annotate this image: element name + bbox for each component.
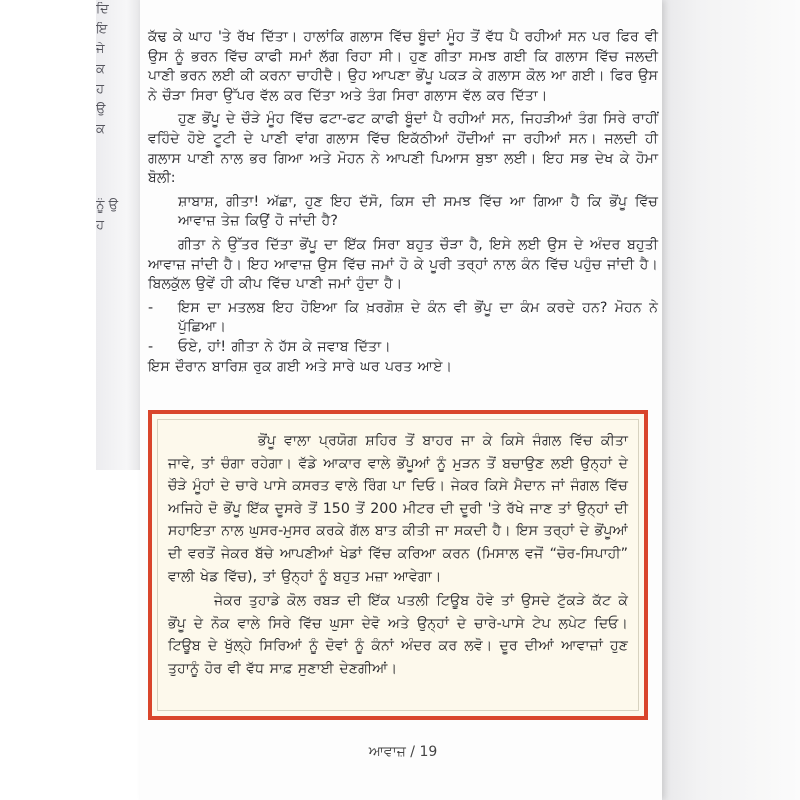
paragraph: ਹੁਣ ਭੋਂਪੂ ਦੇ ਚੌੜੇ ਮੂੰਹ ਵਿੱਚ ਫਟਾ-ਫਟ ਕਾਫੀ ਬੂੰਦਾਂ ਪੈ ਰਹੀਆਂ ਸਨ, ਜਿਹੜੀਆਂ ਤੰਗ ਸਿਰੇ ਰਾਹੀਂ ਵਹਿੰਦੇ ਹੋਏ ਟੂਟੀ ਦੇ ਪਾਣੀ ਵਾਂਗ ਗਲਾਸ ਵਿੱਚ ਇਕੱਠੀਆਂ ਹੋਂਦੀਆਂ ਜਾ ਰਹੀਆਂ ਸਨ। ਜਲਦੀ ਹੀ ਗਲਾਸ ਪਾਣੀ ਨਾਲ ਭਰ ਗਿਆ ਅਤੇ ਮੋਹਨ ਨੇ ਆਪਣੀ ਪਿਆਸ ਬੁਝਾ ਲਈ। ਇਹ ਸਭ ਦੇਖ ਕੇ ਹੋਮਾ ਬੋਲੀ: [148, 111, 658, 187]
bleed-text: ਹ [96, 82, 104, 97]
background-right [660, 0, 800, 800]
paragraph: ਗੀਤਾ ਨੇ ਉੱਤਰ ਦਿੱਤਾ ਭੋਂਪੂ ਦਾ ਇੱਕ ਸਿਰਾ ਬਹੁਤ ਚੌੜਾ ਹੈ, ਇਸੇ ਲਈ ਉਸ ਦੇ ਅੰਦਰ ਬਹੁਤੀ ਆਵਾਜ਼ ਜਾਂਦੀ ਹੈ। ਇਹ ਆਵਾਜ਼ ਉਸ ਵਿੱਚ ਜਮਾਂ ਹੋ ਕੇ ਪੂਰੀ ਤਰ੍ਹਾਂ ਨਾਲ ਕੰਨ ਵਿੱਚ ਪਹੁੰਚ ਜਾਂਦੀ ਹੈ। ਬਿਲਕੁੱਲ ਉਵੇਂ ਹੀ ਕੀਪ ਵਿੱਚ ਪਾਣੀ ਜਮਾਂ ਹੁੰਦਾ ਹੈ। [148, 236, 658, 293]
info-box-content [157, 419, 639, 711]
dialogue-line: ਸ਼ਾਬਾਸ਼, ਗੀਤਾ! ਅੱਛਾ, ਹੁਣ ਇਹ ਦੱਸੋ, ਕਿਸ ਦੀ ਸਮਝ ਵਿੱਚ ਆ ਗਿਆ ਹੈ ਕਿ ਭੋਂਪੂ ਵਿੱਚ ਆਵਾਜ਼ ਤੇਜ਼ ਕਿਉਂ ਹੋ ਜਾਂਦੀ ਹੈ? [178, 193, 658, 230]
bleed-text: ਇ [96, 22, 108, 37]
bleed-text: ਦਿ [96, 2, 109, 17]
footer-separator: / [410, 744, 416, 760]
page-footer [148, 744, 658, 760]
paragraph: ਇਸ ਦੌਰਾਨ ਬਾਰਿਸ਼ ਰੁਕ ਗਈ ਅਤੇ ਸਾਰੇ ਘਰ ਪਰਤ ਆਏ। [148, 358, 453, 375]
page-number: 19 [419, 744, 438, 760]
body-text [148, 28, 658, 381]
dialogue-line [148, 338, 658, 358]
footer-section-title: ਆਵਾਜ਼ [368, 744, 406, 760]
bleed-text: ਕ [96, 122, 105, 137]
dialogue-text: ਇਸ ਦਾ ਮਤਲਬ ਇਹ ਹੋਇਆ ਕਿ ਖ਼ਰਗੋਸ਼ ਦੇ ਕੰਨ ਵੀ ਭੋਂਪੂ ਦਾ ਕੰਮ ਕਰਦੇ ਹਨ? ਮੋਹਨ ਨੇ ਪੁੱਛਿਆ। [178, 299, 658, 336]
dialogue-text: ਓਏ, ਹਾਂ! ਗੀਤਾ ਨੇ ਹੱਸ ਕੇ ਜਵਾਬ ਦਿੱਤਾ। [178, 338, 391, 355]
bleed-text: ਜੇ [96, 42, 105, 57]
previous-page-edge [96, 0, 140, 470]
info-paragraph: ਜੇਕਰ ਤੁਹਾਡੇ ਕੋਲ ਰਬੜ ਦੀ ਇੱਕ ਪਤਲੀ ਟਿਊਬ ਹੋਵੇ ਤਾਂ ਉਸਦੇ ਟੁੱਕੜੇ ਕੱਟ ਕੇ ਭੋਂਪੂ ਦੇ ਨੋਕ ਵਾਲੇ ਸਿਰੇ ਵਿੱਚ ਘੁਸਾ ਦੇਵੋ ਅਤੇ ਉਨ੍ਹਾਂ ਦੇ ਚਾਰੇ-ਪਾਸੇ ਟੇਪ ਲਪੇਟ ਦਿਓ। ਟਿਊਬ ਦੇ ਖੁੱਲ੍ਹੇ ਸਿਰਿਆਂ ਨੂੰ ਦੋਵਾਂ ਨੂੰ ਕੰਨਾਂ ਅੰਦਰ ਕਰ ਲਵੋ। ਦੂਰ ਦੀਆਂ ਆਵਾਜ਼ਾਂ ਹੁਣ ਤੁਹਾਨੂੰ ਹੋਰ ਵੀ ਵੱਧ ਸਾਫ਼ ਸੁਣਾਈ ਦੇਣਗੀਆਂ। [168, 593, 628, 677]
info-box [148, 410, 648, 720]
dash-mark: - [148, 299, 154, 316]
dialogue-line [148, 299, 658, 338]
bleed-text: ਨੂੰ ਉ [96, 198, 118, 213]
dash-mark: - [148, 338, 154, 355]
bleed-text: ਉ [96, 102, 106, 117]
info-paragraph: ਭੋਂਪੂ ਵਾਲਾ ਪ੍ਰਯੋਗ ਸ਼ਹਿਰ ਤੋਂ ਬਾਹਰ ਜਾ ਕੇ ਕਿਸੇ ਜੰਗਲ ਵਿੱਚ ਕੀਤਾ ਜਾਵੇ, ਤਾਂ ਚੰਗਾ ਰਹੇਗਾ। ਵੱਡੇ ਆਕਾਰ ਵਾਲੇ ਭੋਂਪੂਆਂ ਨੂੰ ਮੁੜਨ ਤੋਂ ਬਚਾਉਣ ਲਈ ਉਨ੍ਹਾਂ ਦੇ ਚੌੜੇ ਮੂੰਹਾਂ ਦੇ ਚਾਰੇ ਪਾਸੇ ਕਸਰਤ ਵਾਲੇ ਰਿੰਗ ਪਾ ਦਿਓ। ਜੇਕਰ ਕਿਸੇ ਮੈਦਾਨ ਜਾਂ ਜੰਗਲ ਵਿੱਚ ਅਜਿਹੇ ਦੋ ਭੋਂਪੂ ਇੱਕ ਦੂਸਰੇ ਤੋਂ 150 ਤੋਂ 200 ਮੀਟਰ ਦੀ ਦੂਰੀ 'ਤੇ ਰੱਖੇ ਜਾਣ ਤਾਂ ਉਨ੍ਹਾਂ ਦੀ ਸਹਾਇਤਾ ਨਾਲ ਘੁਸਰ-ਮੁਸਰ ਕਰਕੇ ਗੱਲ ਬਾਤ ਕੀਤੀ ਜਾ ਸਕਦੀ ਹੈ। ਇਸ ਤਰ੍ਹਾਂ ਦੇ ਭੋਂਪੂਆਂ ਦੀ ਵਰਤੋਂ ਜੇਕਰ ਬੱਚੇ ਆਪਣੀਆਂ ਖੇਡਾਂ ਵਿੱਚ ਕਰਿਆ ਕਰਨ (ਮਿਸਾਲ ਵਜੋਂ “ਚੋਰ-ਸਿਪਾਹੀ” ਵਾਲੀ ਖੇਡ ਵਿੱਚ), ਤਾਂ ਉਨ੍ਹਾਂ ਨੂੰ ਬਹੁਤ ਮਜ਼ਾ ਆਵੇਗਾ। [168, 433, 628, 585]
bleed-text: ਹ [96, 218, 104, 233]
paragraph: ਕੱਢ ਕੇ ਘਾਹ 'ਤੇ ਰੱਖ ਦਿੱਤਾ। ਹਾਲਾਂਕਿ ਗਲਾਸ ਵਿੱਚ ਬੂੰਦਾਂ ਮੂੰਹ ਤੋਂ ਵੱਧ ਪੈ ਰਹੀਆਂ ਸਨ ਪਰ ਫਿਰ ਵੀ ਉਸ ਨੂੰ ਭਰਨ ਵਿੱਚ ਕਾਫੀ ਸਮਾਂ ਲੱਗ ਰਿਹਾ ਸੀ। ਹੁਣ ਗੀਤਾ ਸਮਝ ਗਈ ਕਿ ਗਲਾਸ ਵਿੱਚ ਜਲਦੀ ਪਾਣੀ ਭਰਨ ਲਈ ਕੀ ਕਰਨਾ ਚਾਹੀਦੈ। ਉਹ ਆਪਣਾ ਭੋਂਪੂ ਪਕੜ ਕੇ ਗਲਾਸ ਕੋਲ ਆ ਗਈ। ਫਿਰ ਉਸ ਨੇ ਚੌੜਾ ਸਿਰਾ ਉੱਪਰ ਵੱਲ ਕਰ ਦਿੱਤਾ ਅਤੇ ਤੰਗ ਸਿਰਾ ਗਲਾਸ ਵੱਲ ਕਰ ਦਿੱਤਾ। [148, 29, 658, 104]
bleed-text: ਕ [96, 62, 105, 77]
